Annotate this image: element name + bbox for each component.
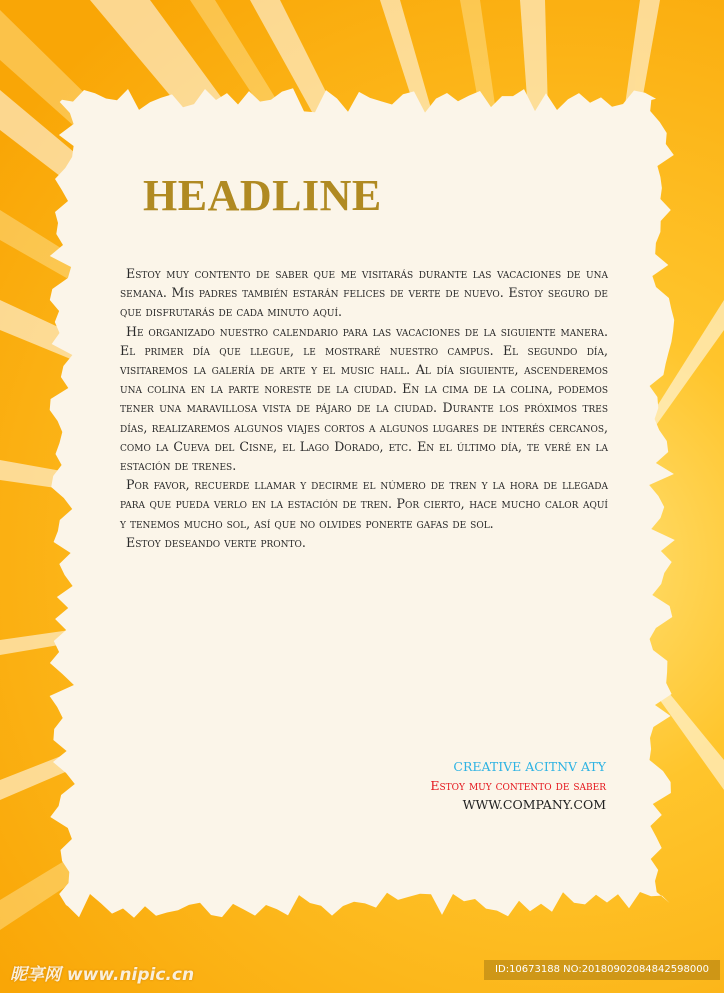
paragraph: Estoy deseando verte pronto. <box>126 534 306 550</box>
footer-tagline: CREATIVE ACITNV ATY <box>453 759 606 774</box>
footer-website: WWW.COMPANY.COM <box>462 797 606 812</box>
watermark-id: ID:10673188 NO:20180902084842598000 <box>484 960 720 980</box>
watermark-site: 昵享网 www.nipic.cn <box>10 965 195 985</box>
footer-subtitle: Estoy muy contento de saber <box>430 778 606 793</box>
headline: HEADLINE <box>143 171 382 220</box>
letter-body <box>120 264 608 552</box>
paragraph: Estoy muy contento de saber que me visitarás durante las vacaciones de una semana. Mis padres también estarán felices de verte de nuevo. Estoy seguro de que disfrutarás de cada minuto aquí. <box>120 266 608 320</box>
paragraph: Por favor, recuerde llamar y decirme el número de tren y la hora de llegada para que pueda verlo en la estación de tren. Por cierto, hace mucho calor aquí y tenemos mucho sol, así que no olvides ponerte gafas de sol. <box>120 477 608 531</box>
footer-block <box>430 757 606 814</box>
paragraph: He organizado nuestro calendario para las vacaciones de la siguiente manera. El primer día que llegue, le mostraré nuestro campus. El segundo día, visitaremos la galería de arte y el music hall. Al día siguiente, ascenderemos una colina en la parte noreste de la ciudad. En la cima de la colina, podemos tener una maravillosa vista de pájaro de la ciudad. Durante los próximos tres días, realizaremos algunos viajes cortos a algunos lugares de interés cercanos, como la Cueva del Cisne, el Lago Dorado, etc. En el último día, te veré en la estación de trenes. <box>120 323 608 474</box>
